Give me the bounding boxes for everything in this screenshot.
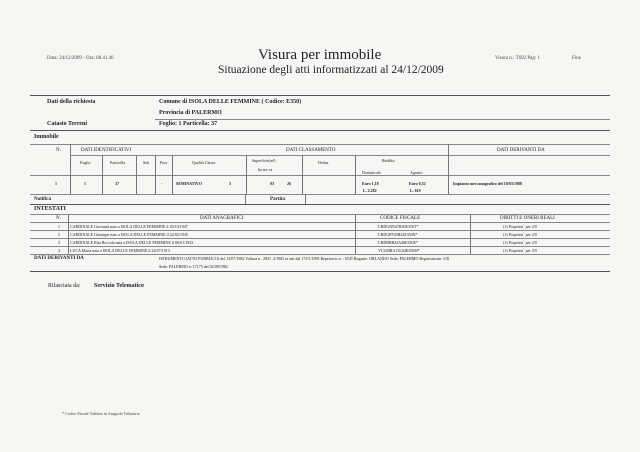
page-subtitle: Situazione degli atti informatizzati al 24/12/2009 xyxy=(218,64,444,76)
intestato-name: CARDINALE Giovanni nato a ISOLA DELLE FEMMINE il 30/10/1947 xyxy=(70,224,188,229)
intestato-n: 2 xyxy=(58,232,60,237)
immobile-section-label: Immobile xyxy=(34,134,59,140)
intestato-cf: VLUMRA13L64E350M* xyxy=(378,248,420,253)
intestato-n: 3 xyxy=(58,240,60,245)
row-qualita: SEMINATIVO xyxy=(176,181,202,186)
catasto-label: Catasto Terreni xyxy=(47,121,88,127)
divider xyxy=(30,254,610,255)
col-diritti: DIRITTI E ONERI REALI xyxy=(500,216,555,221)
derivanti-line-1: ISTRUMENTO (ATTO PUBBLICO) del 13/07/1982 Voltura n . 2831 .2/1985 in atti dal 17/01/1995 Repertorio n. : 6545 Rogante: ORLANDO Sede: PALERMO Registrazione: UR xyxy=(159,256,449,261)
col-divider xyxy=(305,194,306,204)
col-porz: Porz xyxy=(160,160,168,165)
row-derivanti: Impianto meccanografico del 10/03/1988 xyxy=(453,181,522,186)
col-divider xyxy=(246,155,247,194)
foglio-particella: Foglio: 1 Particella: 37 xyxy=(159,121,218,127)
intestato-n: 4 xyxy=(58,248,60,253)
row-agrario-euro: Euro 0,32 xyxy=(409,181,426,186)
row-agrario-lire: L. 619 xyxy=(410,188,421,193)
divider xyxy=(30,194,610,195)
rilasciata-value: Servizio Telematico xyxy=(94,283,144,289)
col-reddito: Reddito xyxy=(382,158,395,163)
divider xyxy=(30,214,610,215)
col-divider xyxy=(355,214,356,254)
derivanti-label: DATI DERIVANTI DA xyxy=(34,256,84,261)
row-porz: - xyxy=(161,181,163,186)
divider xyxy=(30,238,610,239)
intestato-n: 1 xyxy=(58,224,60,229)
col-divider xyxy=(136,155,137,194)
intestati-label: INTESTATI xyxy=(34,206,66,212)
intestato-cf: CRDRBR43A46E350E* xyxy=(378,240,419,245)
derivanti-line-2: Sede: PALERMO n: 17175 del 02/08/1982 xyxy=(159,264,228,269)
intestato-diritti: (1) Proprieta` per 2/9 xyxy=(503,232,537,237)
col-n: N. xyxy=(56,216,61,221)
provincia-value: Provincia di PALERMO xyxy=(159,110,222,116)
col-divider xyxy=(470,214,471,254)
intestato-diritti: (1) Proprieta` per 2/9 xyxy=(503,240,537,245)
comune-value: Comune di ISOLA DELLE FEMMINE ( Codice: E350) xyxy=(159,99,302,105)
col-superficie: Superficie(m²) xyxy=(252,158,276,163)
col-qualita-classe: Qualità Classe xyxy=(192,160,216,165)
rilasciata-label: Rilasciata da: xyxy=(48,283,81,289)
col-n: N. xyxy=(56,148,61,153)
row-sup-are: 03 xyxy=(270,181,274,186)
row-foglio: 1 xyxy=(84,181,86,186)
page-title: Visura per immobile xyxy=(258,47,382,63)
fine-label: Fine xyxy=(572,56,581,61)
divider xyxy=(70,155,610,156)
col-foglio: Foglio xyxy=(80,160,91,165)
intestato-name: CARDINALE Giuseppe nato a ISOLA DELLE FEMMINE il 22/02/1945 xyxy=(70,232,188,237)
col-particella: Particella xyxy=(110,160,126,165)
row-dominicale-euro: Euro 1,18 xyxy=(362,181,379,186)
col-divider xyxy=(172,155,173,194)
intestato-name: LUCA Maria nata a ISOLA DELLE FEMMINE il 24/07/1913 xyxy=(70,248,170,253)
col-deduz: Deduz xyxy=(318,160,329,165)
print-datetime: Data: 24/12/2009 - Ora: 08.41.46 xyxy=(47,56,114,61)
intestato-diritti: (1) Proprieta` per 3/9 xyxy=(503,248,537,253)
divider xyxy=(30,130,610,131)
divider xyxy=(30,95,610,96)
col-divider xyxy=(70,144,71,194)
footnote: * Codice Fiscale Validato in Anagrafe Tributaria xyxy=(62,411,140,416)
col-dominicale: Dominicale xyxy=(362,170,381,175)
divider xyxy=(30,246,610,247)
col-agrario: Agrario xyxy=(410,170,423,175)
col-codice-fiscale: CODICE FISCALE xyxy=(380,216,421,221)
col-ha-are-ca: ha are ca xyxy=(258,167,273,172)
col-dati-identificativi: DATI IDENTIFICATIVI xyxy=(81,148,132,153)
col-divider xyxy=(448,144,449,194)
intestato-cf: CRDGNN47R30E350T* xyxy=(378,224,419,229)
row-classe: 3 xyxy=(229,181,231,186)
divider xyxy=(30,204,610,205)
intestato-cf: CRDGPP45B22E350N* xyxy=(378,232,418,237)
col-sub: Sub xyxy=(143,160,150,165)
col-dati-derivanti: DATI DERIVANTI DA xyxy=(497,148,545,153)
row-n: 1 xyxy=(55,181,57,186)
row-dominicale-lire: L. 2.282 xyxy=(363,188,377,193)
divider xyxy=(30,144,610,145)
row-particella: 37 xyxy=(115,181,119,186)
intestato-diritti: (1) Proprieta` per 2/9 xyxy=(503,224,537,229)
intestato-name: CARDINALE Rita Beccola nata a ISOLA DELLE FEMMINE il 06/01/1943 xyxy=(70,240,194,245)
row-sup-ca: 26 xyxy=(287,181,291,186)
divider xyxy=(30,271,610,272)
col-dati-classamento: DATI CLASSAMENTO xyxy=(286,148,336,153)
divider xyxy=(30,222,610,223)
partita-label: Partita xyxy=(270,197,285,202)
col-divider xyxy=(355,155,356,194)
col-divider xyxy=(102,155,103,194)
col-divider xyxy=(68,214,69,254)
visura-number: Visura n.: T692 Pag: 1 xyxy=(495,56,541,61)
richiesta-label: Dati della richiesta xyxy=(47,99,96,105)
col-dati-anagrafici: DATI ANAGRAFICI xyxy=(200,216,244,221)
divider xyxy=(30,230,610,231)
divider xyxy=(155,119,610,120)
col-divider xyxy=(245,194,246,204)
notifica-label: Notifica xyxy=(34,197,51,202)
col-divider xyxy=(302,155,303,194)
divider xyxy=(30,175,610,176)
col-divider xyxy=(155,155,156,194)
